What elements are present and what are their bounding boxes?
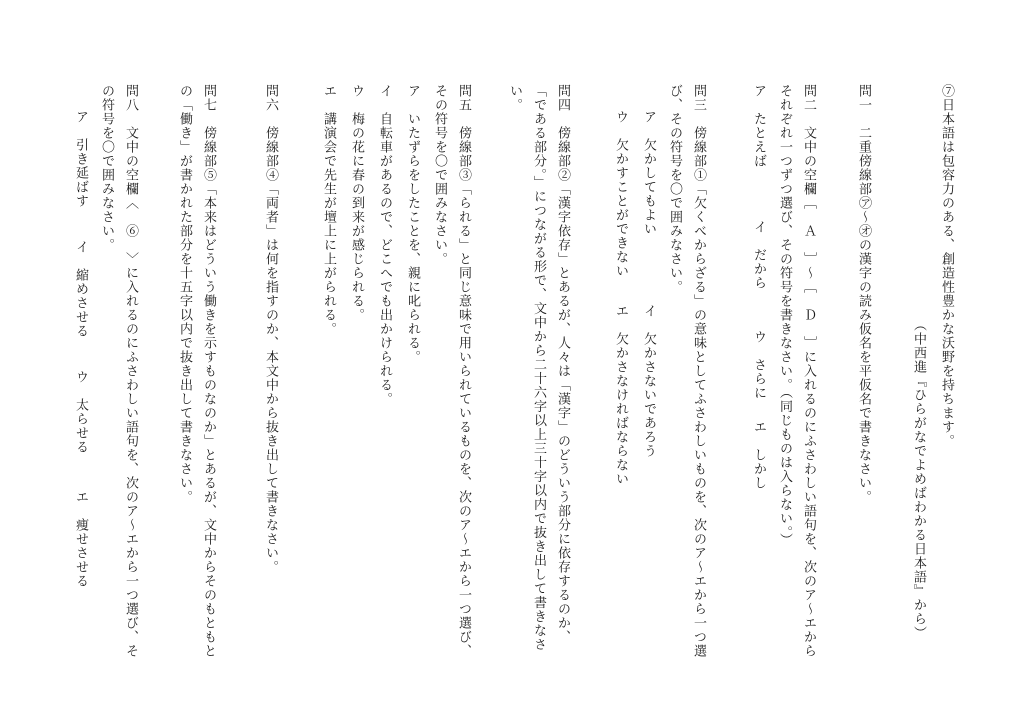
question-5-line-2: その符号を〇で囲みなさい。 [432,84,447,266]
question-2-option-c: ウ さらに [751,330,766,400]
question-8-line-2: の符号を〇で囲みなさい。 [99,84,114,252]
question-7-line-2: の「働き」が書かれた部分を十五字以内で抜き出して書きなさい。 [177,84,192,504]
question-2-line-2: それぞれ一つずつ選び、その符号を書きなさい。（同じものは入らない。） [777,84,792,547]
source-citation: （中西進『ひらがなでよめばわかる日本語』から） [911,318,926,640]
question-1: 問一 二重傍線部㋐～㋔の漢字の読み仮名を平仮名で書きなさい。 [856,84,871,504]
passage-last-line: ⑦日本語は包容力のある、創造性豊かな沃野を持ちます。 [939,84,954,448]
question-3-line-1: 問三 傍線部①「欠くべからざる」の意味としてふさわしいものを、次のア～エから一つ選 [691,84,706,658]
question-5-line-1: 問五 傍線部③「られる」と同じ意味で用いられているものを、次のア～エから一つ選び、 [456,84,471,658]
question-2-option-a: ア たとえば [751,84,766,168]
question-2-option-d: エ しかし [751,420,766,490]
question-2-option-b: イ だから [751,220,766,290]
question-3-line-2: び、その符号を〇で囲みなさい。 [667,84,682,294]
question-2-line-1: 問二 文中の空欄［ Ａ ］～［ Ｄ ］に入れるのにふさわしい語句を、次のア～エから [801,84,816,658]
question-3-option-c: ウ 欠かすことができない [613,110,628,278]
question-5-option-a: ア いたずらをしたことを、親に叱られる。 [405,84,420,364]
question-5-option-c: ウ 梅の花に春の到来が感じられる。 [349,84,364,322]
question-5-option-d: エ 講演会で先生が壇上に上がられる。 [321,84,336,336]
question-8-line-1: 問八 文中の空欄〈 ⑥ 〉に入れるのにふさわしい語句を、次のア～エから一つ選び、そ [123,84,138,658]
question-4-line-3: い。 [507,84,522,112]
question-5-option-b: イ 自転車があるので、どこへでも出かけられる。 [377,84,392,406]
question-3-option-d: エ 欠かさなければならない [613,304,628,486]
question-8-option-b: イ 縮めさせる [73,240,88,338]
question-4-line-1: 問四 傍線部②「漢字依存」とあるが、人々は「漢字」のどういう部分に依存するのか、 [555,84,570,644]
question-8-option-d: エ 痩せさせる [73,490,88,588]
question-3-option-b: イ 欠かさないであろう [641,304,656,458]
question-3-option-a: ア 欠かしてもよい [641,110,656,236]
question-8-option-c: ウ 太らせる [73,370,88,454]
question-4-line-2: 「である部分。」につながる形で、文中から二十六字以上三十字以内で抜き出して書きなさ [531,84,546,652]
question-6: 問六 傍線部④「両者」は何を指すのか、本文中から抜き出して書きなさい。 [263,84,278,574]
question-8-option-a: ア 引き延ばす [73,110,88,208]
question-7-line-1: 問七 傍線部⑤「本来はどういう働きを示すものなのか」とあるが、文中からそのもともと [201,84,216,658]
